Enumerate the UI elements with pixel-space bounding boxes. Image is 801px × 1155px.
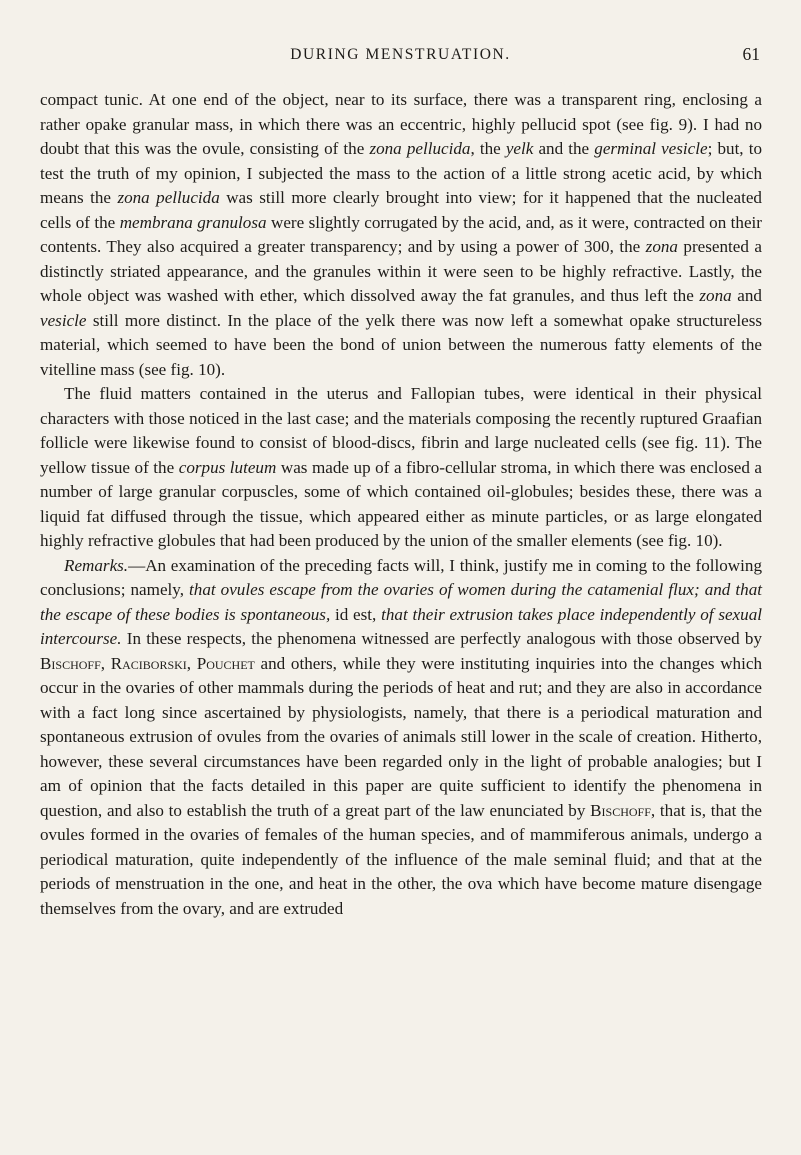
italic-text: membrana granulosa xyxy=(119,212,267,232)
italic-text: Remarks. xyxy=(64,555,129,575)
author-name: Bischoff xyxy=(590,800,651,820)
paragraph-2 xyxy=(40,382,762,554)
text-run: was made up of a fibro-cellular stroma, in which there was enclosed a number of large granular corpuscles, some of which contained oil-globules; besides these, there was a liquid fat diffused through the tissue, which appeared either as minute particles, or as large elongated highly refractive globules that had been produced by the union of the smaller elements (see fig. 10). xyxy=(40,457,762,550)
page-number: 61 xyxy=(742,44,760,64)
paragraph-3 xyxy=(40,554,762,922)
body-text xyxy=(40,88,762,921)
text-run: presented a distinctly striated appearance, and the granules within it were seen to be highly refractive. Lastly, the whole object was washed with ether, which dissolved away the fat granules, and thus left the xyxy=(40,237,762,305)
text-run: ; but, to test the truth of my opinion, I subjected the mass to the action of a little strong acetic acid, by which means the xyxy=(40,139,762,207)
italic-text: corpus luteum xyxy=(178,457,277,477)
text-run: and others, while they were instituting inquiries into the changes which occur in the ovaries of other mammals during the periods of heat and rut; and they are also in accordance with a fact long since ascertained by physiologists, namely, that there is a periodical maturation and spontaneous extrusion of ovules from the ovaries of animals still lower in the scale of creation. Hitherto, however, these several circumstances have been regarded only in the light of probable analogies; but I am of opinion that the facts detailed in this paper are quite sufficient to identify the phenomena in question, and also to establish the truth of a great part of the law enunciated by xyxy=(40,653,762,820)
text-run: , the xyxy=(470,139,506,158)
paragraph-1 xyxy=(40,88,762,382)
text-run: , xyxy=(100,653,111,673)
text-run: and xyxy=(731,286,762,305)
text-run: were slightly corrugated by the acid, and, as it were, contracted on their contents. They also acquired a greater transparency; and by using a power of 300, the xyxy=(40,212,762,256)
text-run: In these respects, the phenomena witnessed are perfectly analogous with those observed by xyxy=(121,629,762,648)
italic-text: zona pellucida xyxy=(369,139,471,158)
italic-text: zona xyxy=(699,286,732,305)
italic-text: vesicle xyxy=(40,310,87,330)
italic-text: zona xyxy=(645,237,678,256)
italic-text: zona pellucida xyxy=(117,188,220,207)
text-run: and the xyxy=(533,139,595,158)
text-run: compact tunic. At one end of the object, near to its surface, there was a transparent ring, enclosing a rather opake granular mass, in which there was an eccentric, highly pellucid spot (see fig. 9). I had no doubt that this was the ovule, consisting of the xyxy=(40,90,762,158)
text-run: still more distinct. In the place of the yelk there was now left a somewhat opake structureless material, which seemed to have been the bond of union between the numerous fatty elements of the vitelline mass (see fig. 10). xyxy=(40,310,762,379)
italic-text: germinal vesicle xyxy=(594,139,708,158)
text-run: The fluid matters contained in the uterus and Fallopian tubes, were identical in their physical characters with those noticed in the last case; and the materials composing the recently ruptured Graafian follicle were likewise found to consist of blood-discs, fibrin and large nucleated cells (see fig. 11). The yellow tissue of the xyxy=(40,384,762,477)
italic-text: yelk xyxy=(505,139,534,158)
author-name: Pouchet xyxy=(196,653,255,673)
text-run: , that is, that the ovules formed in the ovaries of females of the human species, and of mammiferous animals, undergo a periodical maturation, quite independently of the influence of the male seminal fluid; and that at the periods of menstruation in the one, and heat in the other, the ova which have become mature disengage themselves from the ovary, and are extruded xyxy=(40,800,762,918)
text-run: —An examination of the preceding facts will, I think, justify me in coming to the following conclusions; namely, xyxy=(40,555,762,599)
italic-text: that their extrusion takes place independently of sexual intercourse. xyxy=(40,604,762,648)
author-name: Raciborski xyxy=(110,653,187,673)
text-run: id est, xyxy=(330,604,382,624)
text-run: , xyxy=(186,653,197,673)
running-title: DURING MENSTRUATION. xyxy=(290,46,511,63)
author-name: Bischoff xyxy=(40,653,101,673)
text-run: was still more clearly brought into view; for it happened that the nucleated cells of the xyxy=(40,188,762,232)
running-head xyxy=(0,0,801,80)
italic-text: that ovules escape from the ovaries of women during the catamenial flux; and that the escape of these bodies is spontaneous, xyxy=(40,580,762,624)
